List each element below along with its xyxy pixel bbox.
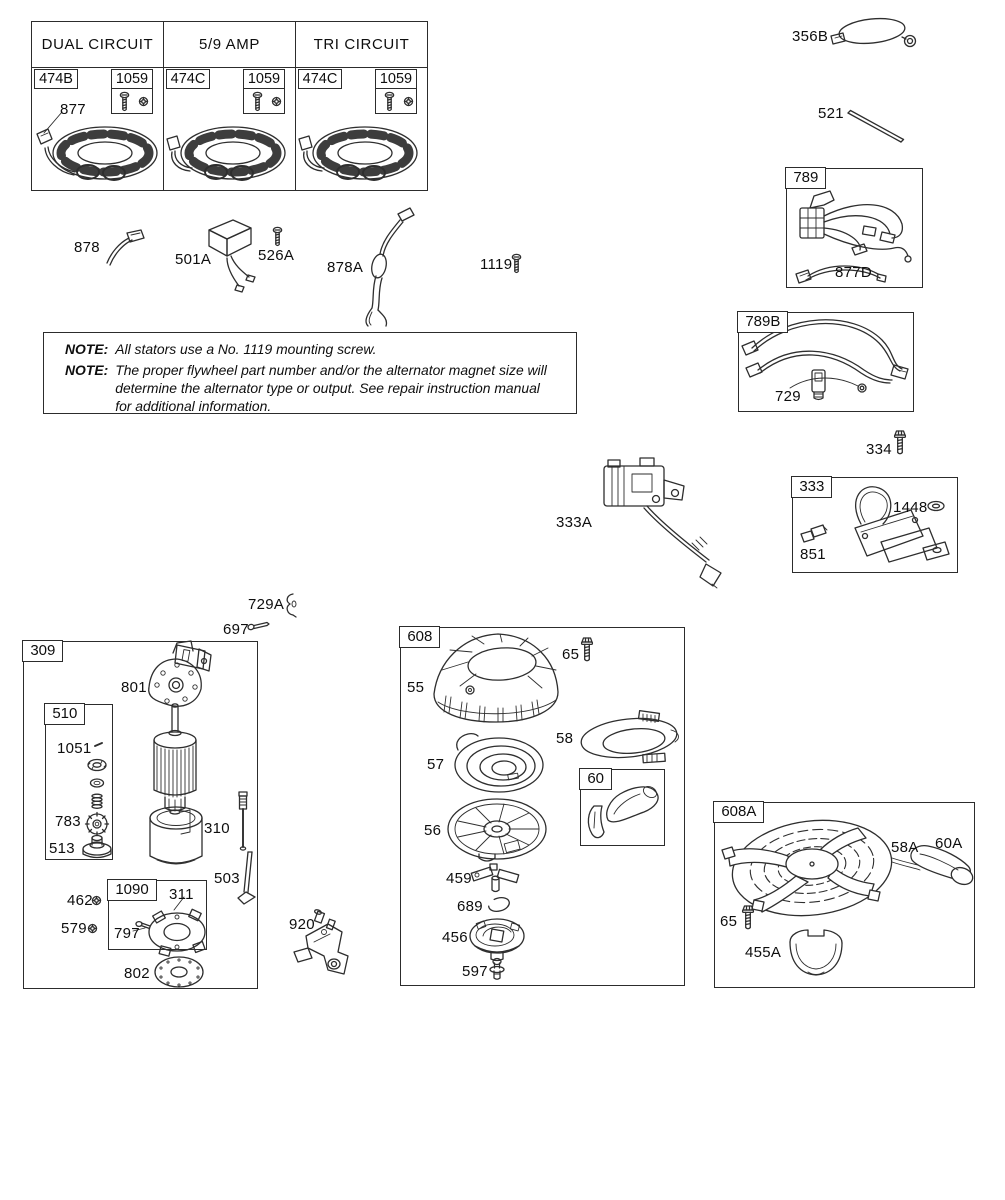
callout-697: 697: [223, 621, 249, 638]
callout-797: 797: [114, 925, 140, 942]
callout-56: 56: [424, 822, 442, 839]
callout-729: 729: [775, 388, 801, 405]
callout-58: 58: [556, 730, 574, 747]
callout-878: 878: [74, 239, 100, 256]
panel-header: DUAL CIRCUIT: [32, 22, 163, 68]
callout-579: 579: [61, 920, 87, 937]
callout-310: 310: [204, 820, 230, 837]
callout-689: 689: [457, 898, 483, 915]
screw-1119-icon: [512, 254, 520, 272]
harness-878A-drawing: [366, 208, 414, 326]
callout-60A: 60A: [935, 835, 963, 852]
callout-877D: 877D: [835, 264, 873, 281]
notes-box: [43, 332, 577, 414]
note-1-text: All stators use a No. 1119 mounting screw.: [115, 341, 377, 357]
part-number-box-1059: 1059: [243, 69, 285, 89]
note-1: [65, 340, 568, 358]
callout-55: 55: [407, 679, 425, 696]
callout-801: 801: [121, 679, 147, 696]
callout-65-recoil: 65: [720, 913, 738, 930]
screw-697-icon: [247, 623, 269, 631]
callout-501A: 501A: [175, 251, 212, 268]
part-number-box-474B: 474B: [34, 69, 78, 89]
callout-526A: 526A: [258, 247, 295, 264]
callout-503: 503: [214, 870, 240, 887]
part-number-box-1059: 1059: [111, 69, 153, 89]
group-box-510: [45, 704, 113, 860]
callout-878A: 878A: [327, 259, 364, 276]
note-heading: NOTE:: [65, 362, 109, 379]
wire-878-drawing: [107, 230, 144, 265]
callout-311: 311: [169, 886, 194, 903]
panel-header: 5/9 AMP: [164, 22, 295, 68]
note-2: [65, 361, 568, 415]
note-2-line-2: determine the alternator type or output. See repair instruction manual: [115, 380, 540, 397]
part-number-box-474C: 474C: [166, 69, 210, 89]
screw-kit-box: [111, 88, 153, 114]
callout-456: 456: [442, 929, 468, 946]
wire-356B-drawing: [831, 16, 916, 47]
screw-kit-box: [243, 88, 285, 114]
group-label-510: 510: [44, 703, 85, 725]
group-box-789B: [738, 312, 914, 412]
group-label-1090: 1090: [107, 879, 156, 901]
group-label-789: 789: [785, 167, 826, 189]
screw-kit-box: [375, 88, 417, 114]
callout-1119: 1119: [480, 256, 513, 273]
note-2-line-3: for additional information.: [115, 398, 272, 415]
callout-513: 513: [49, 840, 75, 857]
callout-920: 920: [289, 916, 315, 933]
callout-1448: 1448: [893, 499, 928, 516]
stator-panel-5-9-amp: [164, 22, 296, 190]
stator-panel-tri-circuit: [296, 22, 427, 190]
diode-module-501A-drawing: [209, 220, 255, 292]
group-label-608: 608: [399, 626, 440, 648]
callout-783: 783: [55, 813, 81, 830]
group-label-608A: 608A: [713, 801, 764, 823]
callout-802: 802: [124, 965, 150, 982]
stator-variants-table: [31, 21, 428, 191]
callout-356B: 356B: [792, 28, 829, 45]
callout-597: 597: [462, 963, 488, 980]
group-label-60: 60: [579, 768, 612, 790]
group-box-60: [580, 769, 665, 846]
bolt-334-icon: [895, 431, 906, 454]
part-number-box-474C: 474C: [298, 69, 342, 89]
stator-panel-dual-circuit: [32, 22, 164, 190]
note-heading: NOTE:: [65, 341, 109, 357]
callout-877: 877: [60, 101, 86, 118]
callout-521: 521: [818, 105, 844, 122]
rod-521-drawing: [848, 111, 904, 143]
callout-58A: 58A: [891, 839, 919, 856]
callout-462: 462: [67, 892, 93, 909]
group-label-789B: 789B: [737, 311, 788, 333]
panel-header: TRI CIRCUIT: [296, 22, 427, 68]
callout-455A: 455A: [745, 944, 782, 961]
callout-851: 851: [800, 546, 826, 563]
note-2-line-1: The proper flywheel part number and/or the alternator magnet size will: [115, 362, 547, 379]
note-2-text: [115, 361, 547, 415]
callout-65: 65: [562, 646, 580, 663]
callout-729A: 729A: [248, 596, 285, 613]
group-label-333: 333: [791, 476, 832, 498]
callout-57: 57: [427, 756, 445, 773]
callout-333A: 333A: [556, 514, 593, 531]
ignition-armature-333A-drawing: [604, 458, 721, 588]
callout-334: 334: [866, 441, 892, 458]
callout-459: 459: [446, 870, 472, 887]
clip-729A-drawing: [287, 594, 296, 617]
part-number-box-1059: 1059: [375, 69, 417, 89]
group-label-309: 309: [22, 640, 63, 662]
screw-526A-icon: [273, 227, 281, 245]
callout-1051: 1051: [57, 740, 92, 757]
